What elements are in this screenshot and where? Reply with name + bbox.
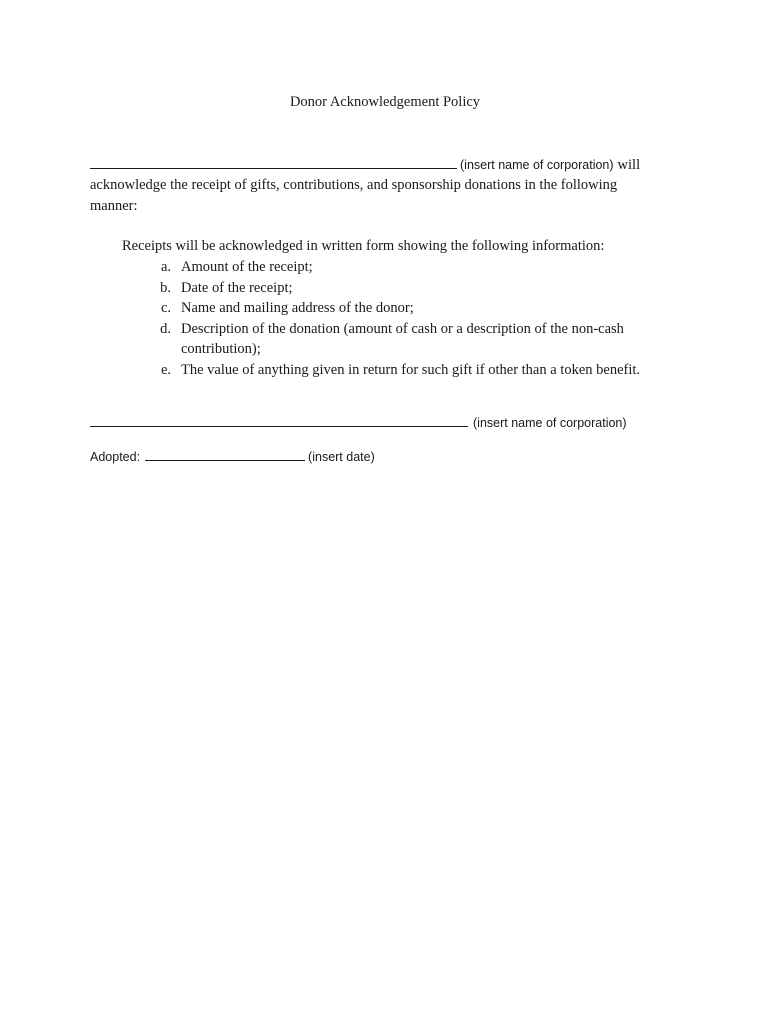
list-item-text: Name and mailing address of the donor;	[181, 300, 414, 316]
list-marker: e.	[160, 361, 171, 378]
adopted-line	[90, 448, 375, 466]
list-marker: d.	[160, 320, 171, 337]
list-item-continuation	[149, 339, 640, 360]
list-item-text: Date of the receipt;	[181, 279, 293, 296]
list-item	[149, 298, 640, 319]
adopted-date-blank[interactable]	[145, 448, 305, 461]
intro-line-3: manner:	[90, 198, 138, 214]
intro-line-2: acknowledge the receipt of gifts, contributions, and sponsorship donations in the following	[90, 177, 618, 193]
list-item-text: Description of the donation (amount of cash or a description of the non-cash	[181, 320, 624, 337]
intro-line-1	[90, 156, 640, 174]
list-marker: b.	[160, 279, 171, 296]
corporation-name-hint: (insert name of corporation)	[460, 158, 614, 172]
list-item	[149, 278, 640, 299]
document-title: Donor Acknowledgement Policy	[289, 94, 481, 110]
list-item	[149, 360, 640, 381]
list-item	[149, 319, 640, 340]
signature-corporation-blank[interactable]	[90, 414, 468, 427]
list-item-text: The value of anything given in return for such gift if other than a token benefit.	[181, 361, 641, 378]
list-marker: c.	[160, 300, 171, 316]
corporation-name-blank[interactable]	[90, 156, 457, 169]
list-item-continuation-text: contribution);	[181, 341, 261, 357]
intro-will: will	[617, 157, 641, 173]
list-item-text: Amount of the receipt;	[181, 259, 313, 275]
signature-corporation-hint: (insert name of corporation)	[473, 416, 627, 430]
receipts-lead: Receipts will be acknowledged in written form showing the following information:	[122, 238, 605, 254]
signature-line	[90, 414, 627, 432]
list-item	[149, 257, 640, 278]
list-marker: a.	[160, 259, 171, 275]
adopted-date-hint: (insert date)	[308, 450, 375, 464]
adopted-label: Adopted:	[90, 450, 141, 464]
receipt-info-list	[149, 257, 640, 380]
